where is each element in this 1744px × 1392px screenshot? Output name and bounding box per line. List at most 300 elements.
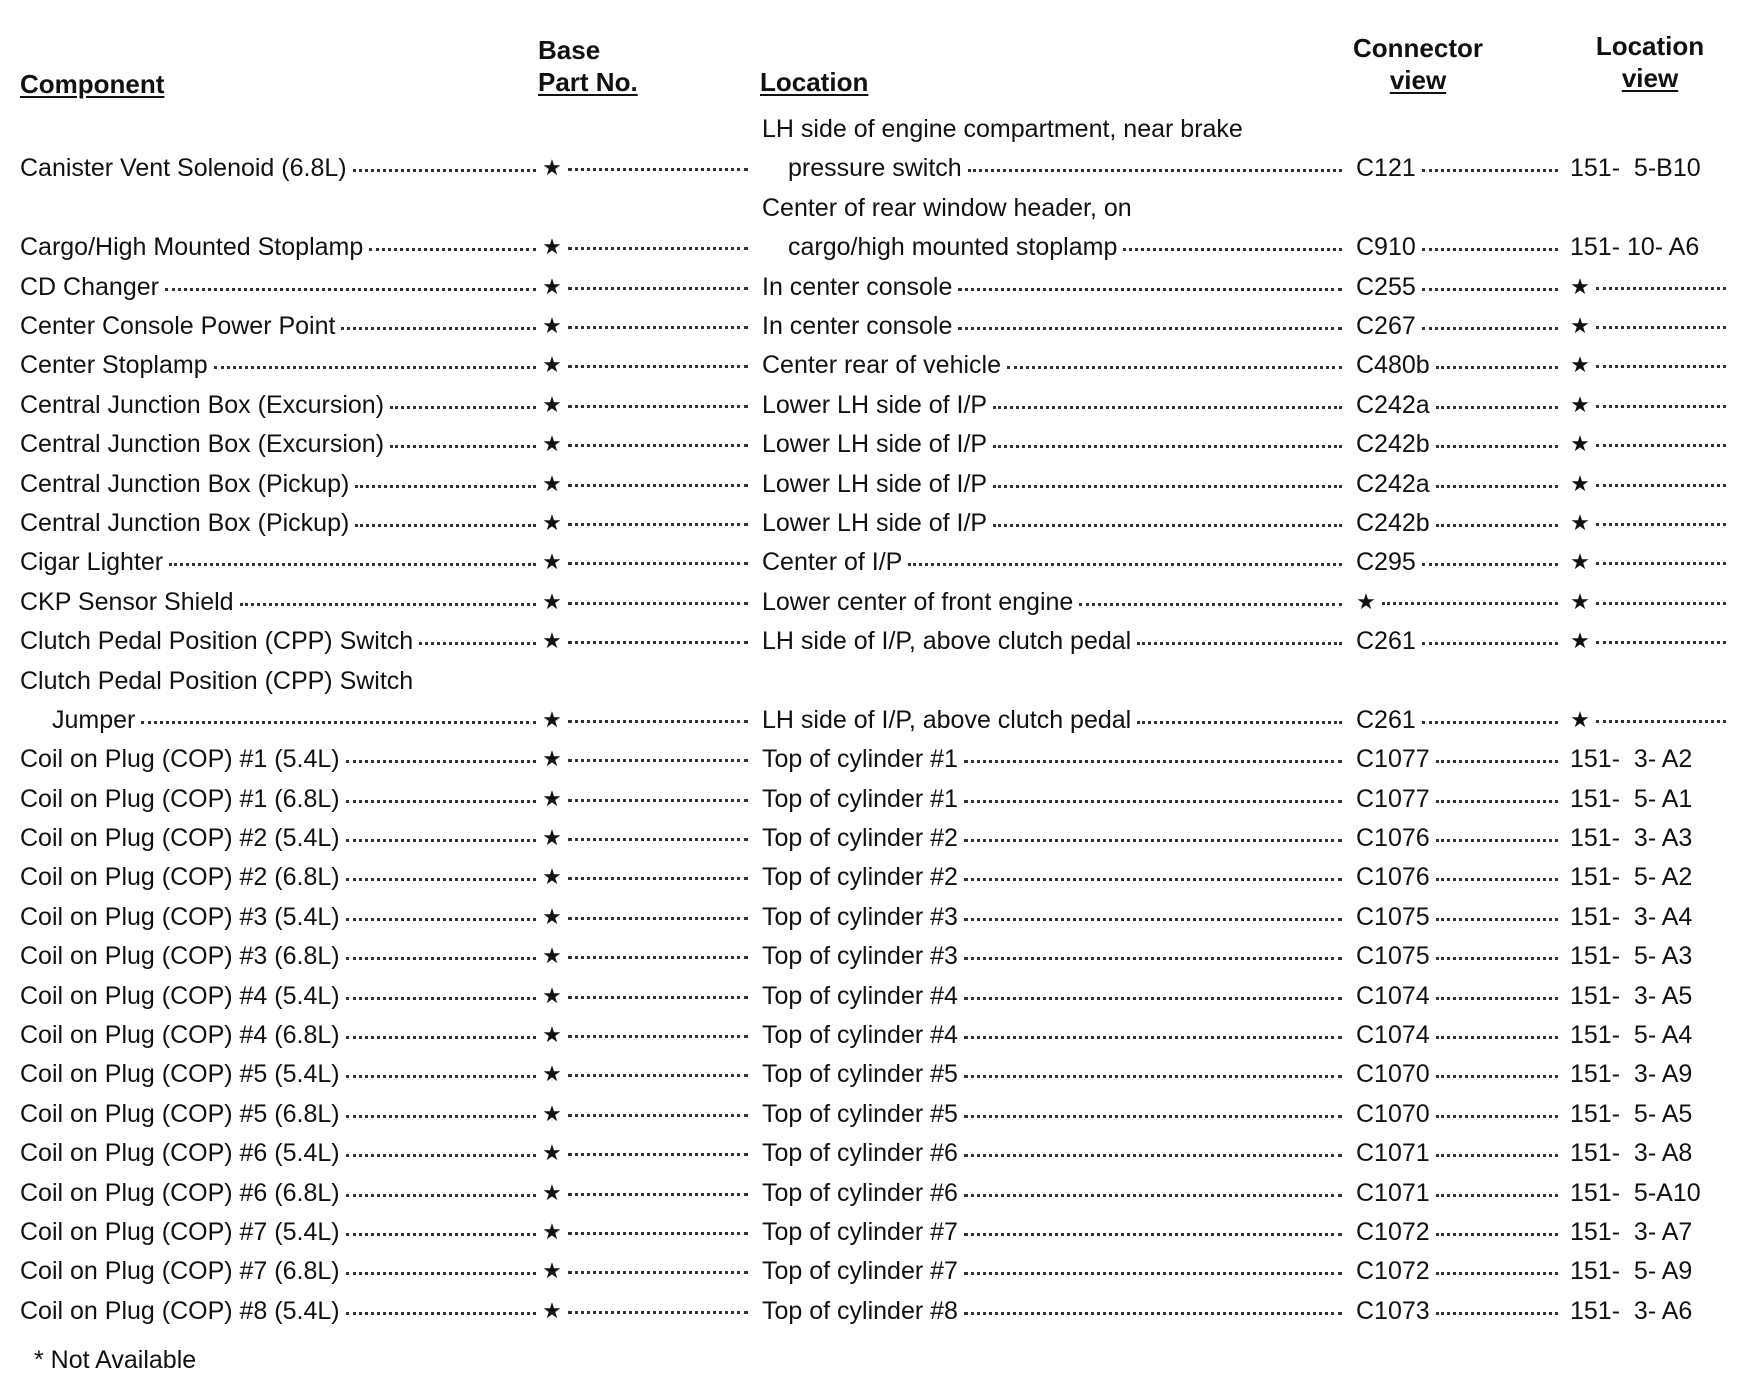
table-row [0,108,1744,187]
location-text: Top of cylinder #5 [762,1060,958,1089]
header-component [20,68,164,100]
connector-value: C480b [1356,351,1430,380]
dot-leader [346,918,536,921]
component-name: Coil on Plug (COP) #2 (6.8L) [20,863,340,892]
dot-leader [993,445,1342,448]
header-base-line1: Base [538,35,601,65]
location-cell [762,862,1348,892]
dot-leader [568,523,748,526]
location-cell [762,587,1348,617]
dot-leader [1436,366,1558,369]
component-cell [20,390,542,420]
component-name: Central Junction Box (Excursion) [20,430,385,459]
component-cell [20,784,542,814]
dot-leader [1436,1312,1558,1315]
component-name: Coil on Plug (COP) #5 (6.8L) [20,1099,340,1128]
dot-leader [1436,839,1558,842]
dot-leader [568,838,748,841]
location-view-cell [1570,390,1732,420]
base-part-cell [542,744,754,774]
dot-leader [1137,642,1342,645]
dot-leader [964,918,1342,921]
location-text: Top of cylinder #1 [762,745,958,774]
not-available-star: ★ [542,155,562,181]
dot-leader [1436,1154,1558,1157]
component-name: Central Junction Box (Excursion) [20,390,385,419]
table-row [0,423,1744,462]
connector-value: C910 [1356,233,1416,262]
location-view-cell [1570,744,1732,774]
component-cell [20,272,542,302]
location-view-cell [1570,1059,1732,1089]
location-view-value: 151- 5- A1 [1570,784,1693,813]
connector-value: C242a [1356,390,1430,419]
component-cell [20,429,542,459]
dot-leader [1422,248,1558,251]
header-location-view-line2: view [1621,63,1679,93]
location-view-cell [1570,469,1732,499]
header-base-line2: Part No. [538,67,638,97]
location-cell [762,1217,1348,1247]
connector-cell [1356,272,1564,302]
component-table [0,108,1744,1329]
location-text: Lower LH side of I/P [762,390,988,419]
table-row [0,1132,1744,1171]
dot-leader [964,1272,1342,1275]
not-available-star: ★ [1570,588,1590,614]
connector-value: C255 [1356,272,1416,301]
connector-cell [1356,547,1564,577]
not-available-star: ★ [1570,706,1590,732]
base-part-cell [542,547,754,577]
base-part-cell [542,390,754,420]
dot-leader [346,1075,536,1078]
base-part-cell [542,626,754,656]
component-cell [20,1296,542,1326]
location-text: LH side of I/P, above clutch pedal [762,705,1132,734]
location-cell [762,1296,1348,1326]
dot-leader [346,1312,536,1315]
base-part-cell [542,705,754,735]
location-line1: LH side of engine compartment, near brake [762,115,1243,143]
location-view-cell [1570,311,1732,341]
dot-leader [1596,444,1726,447]
dot-leader [964,800,1342,803]
not-available-star: ★ [542,1297,562,1323]
dot-leader [1596,562,1726,565]
location-view-cell [1570,272,1732,302]
dot-leader [1422,563,1558,566]
dot-leader [964,878,1342,881]
location-cell [762,1256,1348,1286]
dot-leader [568,1311,748,1314]
component-name: CKP Sensor Shield [20,587,234,616]
dot-leader [568,562,748,565]
connector-value: C1070 [1356,1060,1430,1089]
dot-leader [1436,957,1558,960]
dot-leader [1436,878,1558,881]
connector-cell [1356,1256,1564,1286]
table-row [0,502,1744,541]
connector-cell [1356,508,1564,538]
dot-leader [964,1115,1342,1118]
connector-cell [1356,390,1564,420]
base-part-cell [542,429,754,459]
header-connector-line1: Connector [1353,33,1483,63]
component-name: CD Changer [20,272,159,301]
not-available-star: ★ [542,943,562,969]
dot-leader [353,169,536,172]
dot-leader [1007,366,1342,369]
connector-cell [1356,981,1564,1011]
connector-value: C1072 [1356,1217,1430,1246]
component-name: Coil on Plug (COP) #6 (5.4L) [20,1139,340,1168]
component-name: Canister Vent Solenoid (6.8L) [20,154,347,183]
dot-leader [1436,997,1558,1000]
base-part-cell [542,1178,754,1208]
table-row [0,581,1744,620]
location-view-cell [1570,587,1732,617]
not-available-star: ★ [542,549,562,575]
dot-leader [1436,1272,1558,1275]
dot-leader [1436,760,1558,763]
connector-value: C267 [1356,311,1416,340]
dot-leader [964,1036,1342,1039]
dot-leader [1422,169,1558,172]
base-part-cell [542,311,754,341]
location-view-cell [1570,902,1732,932]
dot-leader [1382,602,1558,605]
table-row [0,935,1744,974]
location-cell [762,705,1348,735]
component-name: Coil on Plug (COP) #5 (5.4L) [20,1060,340,1089]
connector-value: C1076 [1356,824,1430,853]
dot-leader [1079,603,1342,606]
base-part-cell [542,784,754,814]
not-available-star: ★ [542,234,562,260]
connector-value: C261 [1356,705,1416,734]
connector-cell [1356,350,1564,380]
connector-value: C1070 [1356,1099,1430,1128]
connector-cell [1356,1059,1564,1089]
table-row [0,1211,1744,1250]
not-available-star: ★ [1570,549,1590,575]
location-text: Lower center of front engine [762,587,1074,616]
dot-leader [355,485,536,488]
dot-leader [568,326,748,329]
dot-leader [568,444,748,447]
connector-value: C261 [1356,627,1416,656]
connector-value: C1071 [1356,1178,1430,1207]
base-part-cell [542,1059,754,1089]
not-available-star: ★ [542,706,562,732]
dot-leader [1422,721,1558,724]
base-part-cell [542,232,754,262]
table-row [0,266,1744,305]
location-view-cell [1570,705,1732,735]
connector-value: C1074 [1356,1021,1430,1050]
location-text: Top of cylinder #3 [762,942,958,971]
location-cell [762,902,1348,932]
dot-leader [165,288,536,291]
location-text: pressure switch [788,154,962,183]
connector-cell [1356,311,1564,341]
location-text: Top of cylinder #6 [762,1139,958,1168]
dot-leader [568,720,748,723]
location-text: Top of cylinder #4 [762,981,958,1010]
table-row [0,187,1744,266]
component-cell [20,941,542,971]
base-part-cell [542,981,754,1011]
location-view-value: 151- 5- A5 [1570,1099,1693,1128]
dot-leader [346,839,536,842]
header-component-label: Component [20,69,165,99]
connector-cell [1356,469,1564,499]
location-cell [762,1020,1348,1050]
not-available-star: ★ [542,470,562,496]
dot-leader [341,327,536,330]
connector-value: C295 [1356,548,1416,577]
component-cell [20,705,542,735]
not-available-star: ★ [542,1179,562,1205]
dot-leader [1436,1036,1558,1039]
connector-cell [1356,862,1564,892]
component-name: Coil on Plug (COP) #8 (5.4L) [20,1296,340,1325]
component-name: Coil on Plug (COP) #4 (5.4L) [20,981,340,1010]
table-row [0,1290,1744,1329]
location-line1: Center of rear window header, on [762,193,1132,222]
connector-cell [1356,626,1564,656]
component-cell [20,350,542,380]
component-cell [20,1217,542,1247]
table-row [0,1053,1744,1092]
location-view-value: 151- 3- A4 [1570,902,1693,931]
component-cell [20,153,542,183]
header-base-part-no [538,34,638,98]
table-row [0,975,1744,1014]
dot-leader [964,997,1342,1000]
dot-leader [1596,523,1726,526]
connector-cell [1356,153,1564,183]
location-view-value: 151- 5- A2 [1570,863,1693,892]
location-text: Center of I/P [762,548,903,577]
component-name: Coil on Plug (COP) #1 (5.4L) [20,745,340,774]
not-available-star: ★ [542,431,562,457]
dot-leader [964,1075,1342,1078]
location-view-cell [1570,784,1732,814]
dot-leader [346,1194,536,1197]
location-text: Top of cylinder #7 [762,1217,958,1246]
table-row [0,620,1744,659]
base-part-cell [542,941,754,971]
location-cell [762,1178,1348,1208]
component-cell [20,626,542,656]
component-name: Cigar Lighter [20,548,164,577]
table-row [0,384,1744,423]
location-view-cell [1570,1296,1732,1326]
dot-leader [993,524,1342,527]
connector-value: C1077 [1356,745,1430,774]
table-row [0,463,1744,502]
location-text: Top of cylinder #4 [762,1021,958,1050]
location-view-cell [1570,1178,1732,1208]
table-row [0,660,1744,739]
dot-leader [141,721,536,724]
not-available-star: ★ [1570,273,1590,299]
dot-leader [964,760,1342,763]
connector-cell [1356,232,1564,262]
location-view-value: 151- 3- A6 [1570,1296,1693,1325]
connector-value: C121 [1356,154,1416,183]
not-available-star: ★ [542,1258,562,1284]
location-cell [762,823,1348,853]
dot-leader [568,1271,748,1274]
component-cell [20,823,542,853]
location-text: Top of cylinder #7 [762,1257,958,1286]
component-cell [20,744,542,774]
component-name: Center Console Power Point [20,311,336,340]
not-available-star: ★ [542,1218,562,1244]
location-view-cell [1570,232,1732,262]
location-text: LH side of I/P, above clutch pedal [762,627,1132,656]
location-text: Lower LH side of I/P [762,508,988,537]
connector-cell [1356,941,1564,971]
dot-leader [1137,721,1342,724]
location-cell [762,1099,1348,1129]
location-view-cell [1570,823,1732,853]
not-available-star: ★ [542,746,562,772]
header-connector-line2: view [1389,65,1447,95]
dot-leader [568,405,748,408]
dot-leader [993,406,1342,409]
dot-leader [346,1154,536,1157]
not-available-star: ★ [542,1140,562,1166]
dot-leader [568,365,748,368]
dot-leader [1436,1233,1558,1236]
location-view-cell [1570,1256,1732,1286]
dot-leader [1436,485,1558,488]
dot-leader [568,877,748,880]
not-available-star: ★ [1570,628,1590,654]
component-cell [20,1020,542,1050]
location-cell [762,941,1348,971]
dot-leader [214,366,536,369]
not-available-star: ★ [542,982,562,1008]
location-view-cell [1570,1020,1732,1050]
location-view-cell [1570,350,1732,380]
connector-cell [1356,744,1564,774]
not-available-star: ★ [542,352,562,378]
connector-value: C1071 [1356,1139,1430,1168]
dot-leader [346,1115,536,1118]
base-part-cell [542,902,754,932]
base-part-cell [542,1217,754,1247]
base-part-cell [542,1256,754,1286]
connector-value: C1074 [1356,981,1430,1010]
dot-leader [568,484,748,487]
dot-leader [568,1074,748,1077]
connector-value: C1073 [1356,1296,1430,1325]
not-available-star: ★ [542,864,562,890]
connector-value: C242a [1356,469,1430,498]
location-view-value: 151- 5- A4 [1570,1021,1693,1050]
connector-cell [1356,1138,1564,1168]
base-part-cell [542,1020,754,1050]
table-row [0,1093,1744,1132]
dot-leader [964,1154,1342,1157]
dot-leader [968,169,1342,172]
not-available-star: ★ [1570,509,1590,535]
table-row [0,738,1744,777]
dot-leader [346,957,536,960]
location-cell [762,232,1348,262]
dot-leader [346,1272,536,1275]
not-available-star: ★ [1570,312,1590,338]
dot-leader [964,957,1342,960]
dot-leader [568,956,748,959]
component-name: Coil on Plug (COP) #3 (6.8L) [20,942,340,971]
connector-value: C1075 [1356,942,1430,971]
location-view-value: 151- 3- A7 [1570,1217,1693,1246]
location-view-value: 151- 3- A3 [1570,824,1693,853]
location-text: Top of cylinder #1 [762,784,958,813]
dot-leader [958,288,1342,291]
not-available-star: ★ [542,628,562,654]
base-part-cell [542,1138,754,1168]
dot-leader [346,878,536,881]
location-cell [762,508,1348,538]
component-name: Cargo/High Mounted Stoplamp [20,233,364,262]
base-part-cell [542,350,754,380]
location-cell [762,547,1348,577]
base-part-cell [542,469,754,499]
connector-value: C242b [1356,508,1430,537]
component-cell [20,981,542,1011]
location-view-value: 151- 3- A2 [1570,745,1693,774]
table-row [0,1250,1744,1289]
location-cell [762,626,1348,656]
dot-leader [346,1036,536,1039]
location-text: Top of cylinder #8 [762,1296,958,1325]
not-available-star: ★ [1570,391,1590,417]
connector-cell [1356,705,1564,735]
location-view-cell [1570,153,1732,183]
dot-leader [568,247,748,250]
connector-value: C1072 [1356,1257,1430,1286]
not-available-star: ★ [542,1061,562,1087]
dot-leader [1436,406,1558,409]
dot-leader [390,445,536,448]
dot-leader [1436,445,1558,448]
component-cell [20,1099,542,1129]
connector-cell [1356,1217,1564,1247]
dot-leader [1436,1194,1558,1197]
base-part-cell [542,1296,754,1326]
connector-cell [1356,429,1564,459]
dot-leader [1422,327,1558,330]
dot-leader [1422,642,1558,645]
connector-value: C1075 [1356,902,1430,931]
dot-leader [1596,326,1726,329]
component-cell [20,1256,542,1286]
dot-leader [568,287,748,290]
component-name: Coil on Plug (COP) #2 (5.4L) [20,824,340,853]
location-cell [762,744,1348,774]
table-row [0,778,1744,817]
dot-leader [958,327,1342,330]
location-cell [762,469,1348,499]
location-text: Top of cylinder #5 [762,1099,958,1128]
